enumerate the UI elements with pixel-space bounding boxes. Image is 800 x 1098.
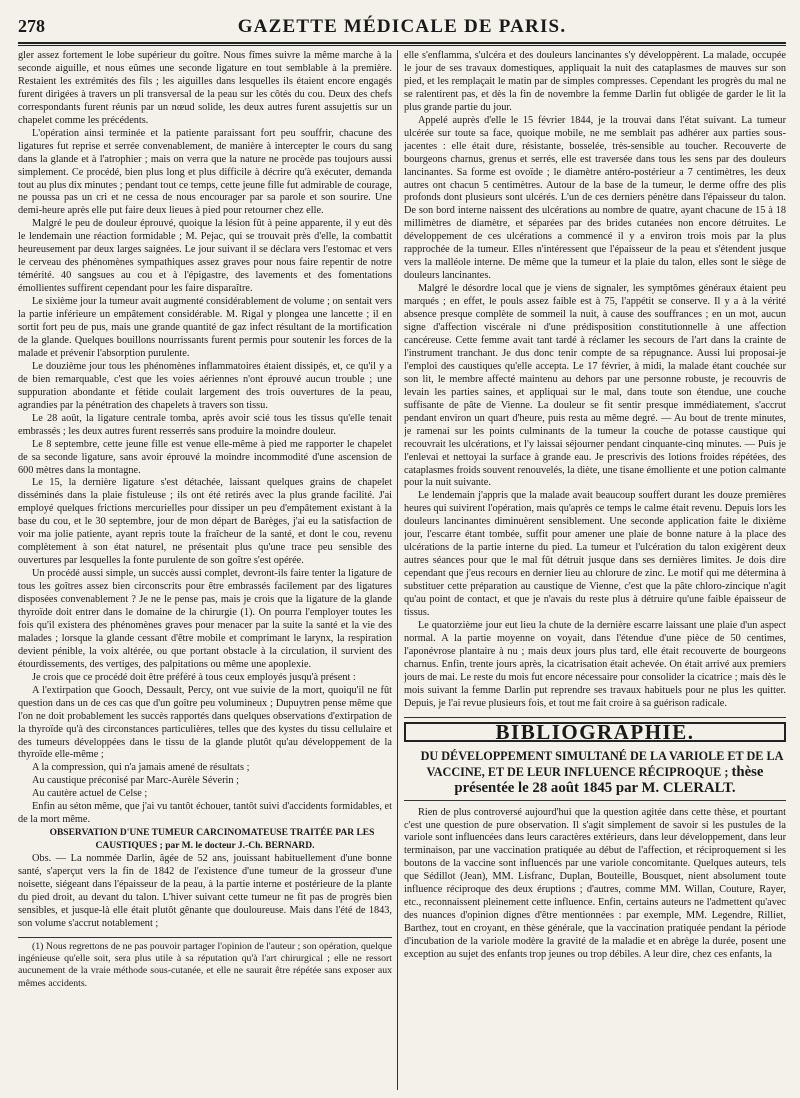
paragraph: Le sixième jour la tumeur avait augmenté considérablement de volume ; on sentait vers la partie inférieure un empâtement considérable. M. Rigal y plongea une lancette ; il en sortit fort peu de pus, mais une grande quantité de gaz infect résultant de la mortification de la glande. Quelques bouillons nourrissants furent permis pour soutenir les forces de la malade et prévenir l'absorption purulente. xyxy=(18,296,392,359)
bibliography-banner: BIBLIOGRAPHIE. xyxy=(404,722,786,742)
right-column xyxy=(404,50,786,1090)
paragraph: A la compression, qui n'a jamais amené de résultats ; xyxy=(32,762,250,774)
footnote-rule xyxy=(18,937,392,938)
paragraph: Le lendemain j'appris que la malade avait beaucoup souffert durant les douze premières heures qui suivirent l'opération, mais qu'après ce temps le calme était revenu. Depuis lors les douleurs lancinantes diminuèrent sensiblement. Une seconde application faite le dixième jour, l'escarre étant tombée, suffit pour amener une plaie de bonne nature à la place des ulcérations de la partie interne du pied. La tumeur et l'ulcération du talon exigèrent deux autres séances pour que le mal fût détruit jusque dans ses dernières limites. Je dois dire cependant que j'eus recours en dernier lieu au chlorure de zinc. Le motif qui me détermina à substituer cette préparation au caustique de Vienne, c'est que la pâte chloro-zincique n'agit qu'au point de contact, et que je n'avais du reste plus à détruire qu'une faible épaisseur de tissus. xyxy=(404,490,786,618)
left-column xyxy=(18,50,392,1090)
paragraph: A l'extirpation que Gooch, Dessault, Percy, ont vue suivie de la mort, quoiqu'il ne fût question dans un de ces cas que d'un goître peu volumineux ; Dupuytren pense même que l'on ne doit probablement les succès rapportés dans quelques observations d'extirpation de la thyroïde qu'à des circonstances particulières, telles que des kystes du tissu cellulaire et des tumeurs développées dans le tissu de la glande plutôt qu'au développement de la thyroïde elle-même ; xyxy=(18,684,392,761)
paragraph: Appelé auprès d'elle le 15 février 1844, je la trouvai dans l'état suivant. La tumeur ulcérée sur toute sa face, quoique mobile, ne me semblait pas adhérer aux parties sous-jacentes : elle était dure, résistante, bosselée, très-sensible au toucher. Recouverte de bourgeons charnus, grenus et serrés, elle est traversée dans tous les sens par des douleurs lancinantes. Sa forme est ovoïde ; le diamètre antéro-postérieur a 7 centimètres, les deux autres ont chacun 5 centimètres. Autour de la base de la tumeur, le derme offre des plis profonds dont plusieurs sont ulcérés. L'un de ces derniers pénètre dans l'épaisseur du talon. De son bord interne naissent des ulcérations au nombre de quatre, ayant chacune de 15 à 18 millimètres de diamètre, et séparées par des brides cutanées non encore détruites. Le développement de ces ulcérations a commencé il y a environ trois mois par la plus rapprochée de la tumeur. Elles n'intéressent que l'épaisseur de la peau et s'étendent jusque vers la malléole interne. De même que la tumeur et la plaie du talon, elles sont le siège de douleurs lancinantes. xyxy=(404,114,786,282)
paragraph: Le 15, la dernière ligature s'est détachée, laissant quelques grains de chapelet disséminés dans la plaie fistuleuse ; ils ont été retirés avec la plus grande facilité. J'ai employé quelques frictions mercurielles pour dissiper un peu d'empâtement existant à la base du cou, et le 30 septembre, jour de mon départ de Barèges, j'ai eu la satisfaction de voir ma jolie patiente, ayant repris toute la fraîcheur de la santé, et dont le cou, revenu complètement à son état naturel, ne présentait plus qu'une trace peu sensible des ouvertures par lesquelles la fonte purulente de son goître s'est opérée. xyxy=(18,477,392,567)
paragraph: Enfin au séton même, que j'ai vu tantôt échouer, tantôt suivi d'accidents formidables, et de la mort même. xyxy=(18,801,392,826)
header-rule-thin xyxy=(18,45,786,46)
paragraph: elle s'enflamma, s'ulcéra et des douleurs lancinantes s'y développèrent. La malade, occupée le jour de ses travaux domestiques, appliquait la nuit des cataplasmes de mauves sur son pied, et les remplaçait le matin par de simples compresses. Cependant les progrès du mal ne se ralentirent pas, et dès la fin de novembre la femme Darlin fut obligée de garder le lit la plus grande partie du jour. xyxy=(404,50,786,113)
section-rule xyxy=(404,717,786,718)
bibliography-rule xyxy=(404,800,786,801)
paragraph: gler assez fortement le lobe supérieur du goître. Nous fîmes suivre la même marche à la seconde aiguille, et nous eûmes une seconde ligature en tout semblable à la première. Restaient les extrémités des fils ; les aiguilles dans lesquelles ils étaient encore engagés furent dirigées à travers un pli transversal de la peau sur les côtés du cou. Deux des chefs correspondants furent réunis par un nœud solide, les deux autres furent assujettis sur un chapelet comme les précédents. xyxy=(18,50,392,126)
footnote xyxy=(18,941,392,990)
paragraph: Le douzième jour tous les phénomènes inflammatoires étaient dissipés, et, ce qu'il y a de bien remarquable, c'est que les voies aériennes n'ont éprouvé aucun trouble ; une suppuration abondante et fétide coulait largement des trois ouvertures de la peau, agrandies par la pénétration des chapelets à travers son tissu. xyxy=(18,360,392,411)
header-rule xyxy=(18,42,786,44)
paragraph: Au caustique préconisé par Marc-Aurèle Séverin ; xyxy=(32,775,239,787)
bibliography-heading-part1: DU DÉVELOPPEMENT SIMULTANÉ DE LA VARIOLE ET DE LA VACCINE, ET DE LEUR INFLUENCE RÉCIPROQUE ; xyxy=(420,748,784,779)
publication-title: GAZETTE MÉDICALE DE PARIS. xyxy=(237,16,567,37)
footnote-text: (1) Nous regrettons de ne pas pouvoir partager l'opinion de l'auteur ; son opération, quelque ingénieuse qu'elle soit, sera plus utile à sa réputation qu'à l'art chirurgical ; elle ne ressort aucunement de la vraie méthode sous-cutanée, et elle ne saurait être répétée sans exposer aux mêmes accidents. xyxy=(18,940,392,989)
paragraph: Le quatorzième jour eut lieu la chute de la dernière escarre laissant une plaie d'un aspect normal. A la partie moyenne on voyait, dans l'étendue d'une pièce de 50 centimes, l'aponévrose plantaire à nu ; mais deux jours plus tard, elle était recouverte de bourgeons charnus. Enfin, trente jours après, la cicatrisation était achevée. On était arrivé aux premiers jours de mai. Le reste du mois fut encore nécessaire pour consolider la cicatrice ; mais dès le mois suivant la femme Darlin put reprendre ses travaux habituels pour ne plus les quitter. Depuis, je l'ai revue plusieurs fois, et tout me fait croire à sa guérison radicale. xyxy=(404,619,786,709)
paragraph: Malgré le peu de douleur éprouvé, quoique la lésion fût à peine apparente, il y eut dès le lendemain une réaction formidable ; M. Pejac, qui se trouvait près d'elle, la combattit heureusement par deux larges saignées. Le jour suivant il se déclara vers l'estomac et vers le cerveau des phénomènes sympathiques assez graves pour nous faire repentir de notre témérité. 40 sangsues au cou et à l'épigastre, des lavements et des fomentations émollientes suffirent cependant pour les faire disparaître. xyxy=(18,218,392,295)
paragraph: Au cautère actuel de Celse ; xyxy=(32,788,148,800)
bibliography-heading xyxy=(404,748,786,796)
paragraph: Le 28 août, la ligature centrale tomba, après avoir scié tous les tissus qu'elle tenait embrassés ; les deux autres furent resserrés sans produire la moindre douleur. xyxy=(18,412,392,437)
bibliography-heading-part2: thèse présentée le 28 août 1845 par M. CLERALT. xyxy=(454,763,764,796)
observation-paragraph: Obs. — La nommée Darlin, âgée de 52 ans, jouissant habituellement d'une bonne santé, s'aperçut vers la fin de 1842 de l'existence d'une tumeur de la grosseur d'une noisette, siégeant dans l'épaisseur de la peau, à la partie interne et postérieure de la plante du pied droit, au devant du talon. L'hiver suivant cette tumeur ne fit pas de progrès bien sensibles, et jusque-là elle était plutôt gênante que douloureuse. Mais dans l'été de 1843, son volume s'accrut notablement ; xyxy=(18,853,392,929)
page-header xyxy=(18,14,786,40)
paragraph: Un procédé aussi simple, un succès aussi complet, devront-ils faire tenter la ligature de tous les goîtres assez bien circonscrits pour être embrassés facilement par des ligatures disposées convenablement ? Je ne le pense pas, mais je crois que la ligature de la glande thyroïde doit entrer dans le domaine de la chirurgie (1). On pourra l'employer toutes les fois qu'il existera des phénomènes graves pour menacer par la suite la santé et la vie des malades ; lorsque la glande cessant d'être mobile et comprimant le larynx, la respiration devient pénible, la voix altérée, ou que portant obstacle à la circulation, il survient des étourdissements, des vertiges, des palpitations ou même une apoplexie. xyxy=(18,568,392,670)
page-number: 278 xyxy=(18,16,45,36)
paragraph: Le 8 septembre, cette jeune fille est venue elle-même à pied me rapporter le chapelet de sa seconde ligature, sans avoir éprouvé la moindre incommodité d'une ascension de 600 mètres dans la montagne. xyxy=(18,438,392,476)
paragraph: Je crois que ce procédé doit être préféré à tous ceux employés jusqu'à présent : xyxy=(32,671,356,683)
observation-title: OBSERVATION D'UNE TUMEUR CARCINOMATEUSE TRAITÉE PAR LES CAUSTIQUES ; par M. le docteur J.-Ch. BERNARD. xyxy=(49,828,375,852)
paragraph: L'opération ainsi terminée et la patiente paraissant fort peu souffrir, chacune des ligatures fut reprise et serrée convenablement, de manière à intercepter le cours du sang dans la glande et à l'atrophier ; mais on verra que la nature ne procède pas toujours aussi simplement. Ce procédé, bien plus long et plus difficile à décrire qu'à exécuter, demanda tout au plus dix minutes ; pendant tout ce temps, cette jeune fille fut admirable de courage, ne poussa pas un cri et ne cessa de nous encourager par sa parole et son sourire. Une demi-heure après elle put faire deux lieues à pied pour retourner chez elle. xyxy=(18,127,392,217)
bibliography-paragraph: Rien de plus controversé aujourd'hui que la question agitée dans cette thèse, et pourtant c'est une question de pure observation. Il s'agit simplement de savoir si les pustules de la variole sont influencées dans leurs caractères extérieurs, dans leur développement, dans leur terminaison, par une vaccination pratiquée au début de l'affection, et réciproquement si les boutons de la vaccine sont influencés par une variole concomitante. Quelques auteurs, tels que Sédillot (Jean), MM. Lisfranc, Duplan, Bouteille, Bousquet, nient absolument toute influence réciproque des deux éruptions ; d'autres, comme MM. Willan, Couture, Rayer, etc., reconnaissent pleinement cette influence. Enfin, certains auteurs ne l'admettent qu'avec des nuances d'opinion dignes d'être mentionnées : par exemple, MM. Legendre, Rilliet, Barthez, tout en croyant, en thèse générale, que la vaccination pratiquée pendant la période d'incubation de la variole modère la gravité de la maladie et en abrège la durée, posent une exception au sujet des enfants trop jeunes ou trop débiles. A leur dire, chez ces enfants, la xyxy=(404,806,786,961)
paragraph: Malgré le désordre local que je viens de signaler, les symptômes généraux étaient peu marqués ; en effet, le pouls assez faible est à 75, l'appétit se conserve. Il y a à la vérité absence presque complète de sommeil la nuit, à cause des souffrances ; en un mot, aucun signe d'affection viscérale ni d'une prédisposition constitutionnelle à une affection cancéreuse. Cette femme avait tant tardé à réclamer les secours de l'art dans la crainte de l'instrument tranchant. Je dus donc tenir compte de sa répugnance. Aussi lui proposai-je l'emploi des caustiques qu'elle accepta. Le 17 février, à midi, la malade étant couchée sur son lit, le membre affecté maintenu au dehors par une personne robuste, je recouvris de levain les parties saines, et appliquai sur le mal, dans toute son étendue, une couche suffisante de pâte de Vienne. La douleur se fit sentir presque immédiatement, s'accrut pendant environ un quart d'heure, puis resta au même degré. — Au bout de trente minutes, je ramenai sur les points culminants de la tumeur la couche de potasse caustique qui recouvrait les ulcérations, et l'y laissai séjourner pendant cinquante-cinq minutes. — Puis je l'enlevai et nettoyai la surface à grande eau. Je prescrivis des lotions froides répétées, des cataplasmes froids souvent renouvelés, la diète, une tisane émolliente et une potion calmante pour la nuit suivante. xyxy=(404,283,786,489)
column-divider xyxy=(397,50,398,1090)
